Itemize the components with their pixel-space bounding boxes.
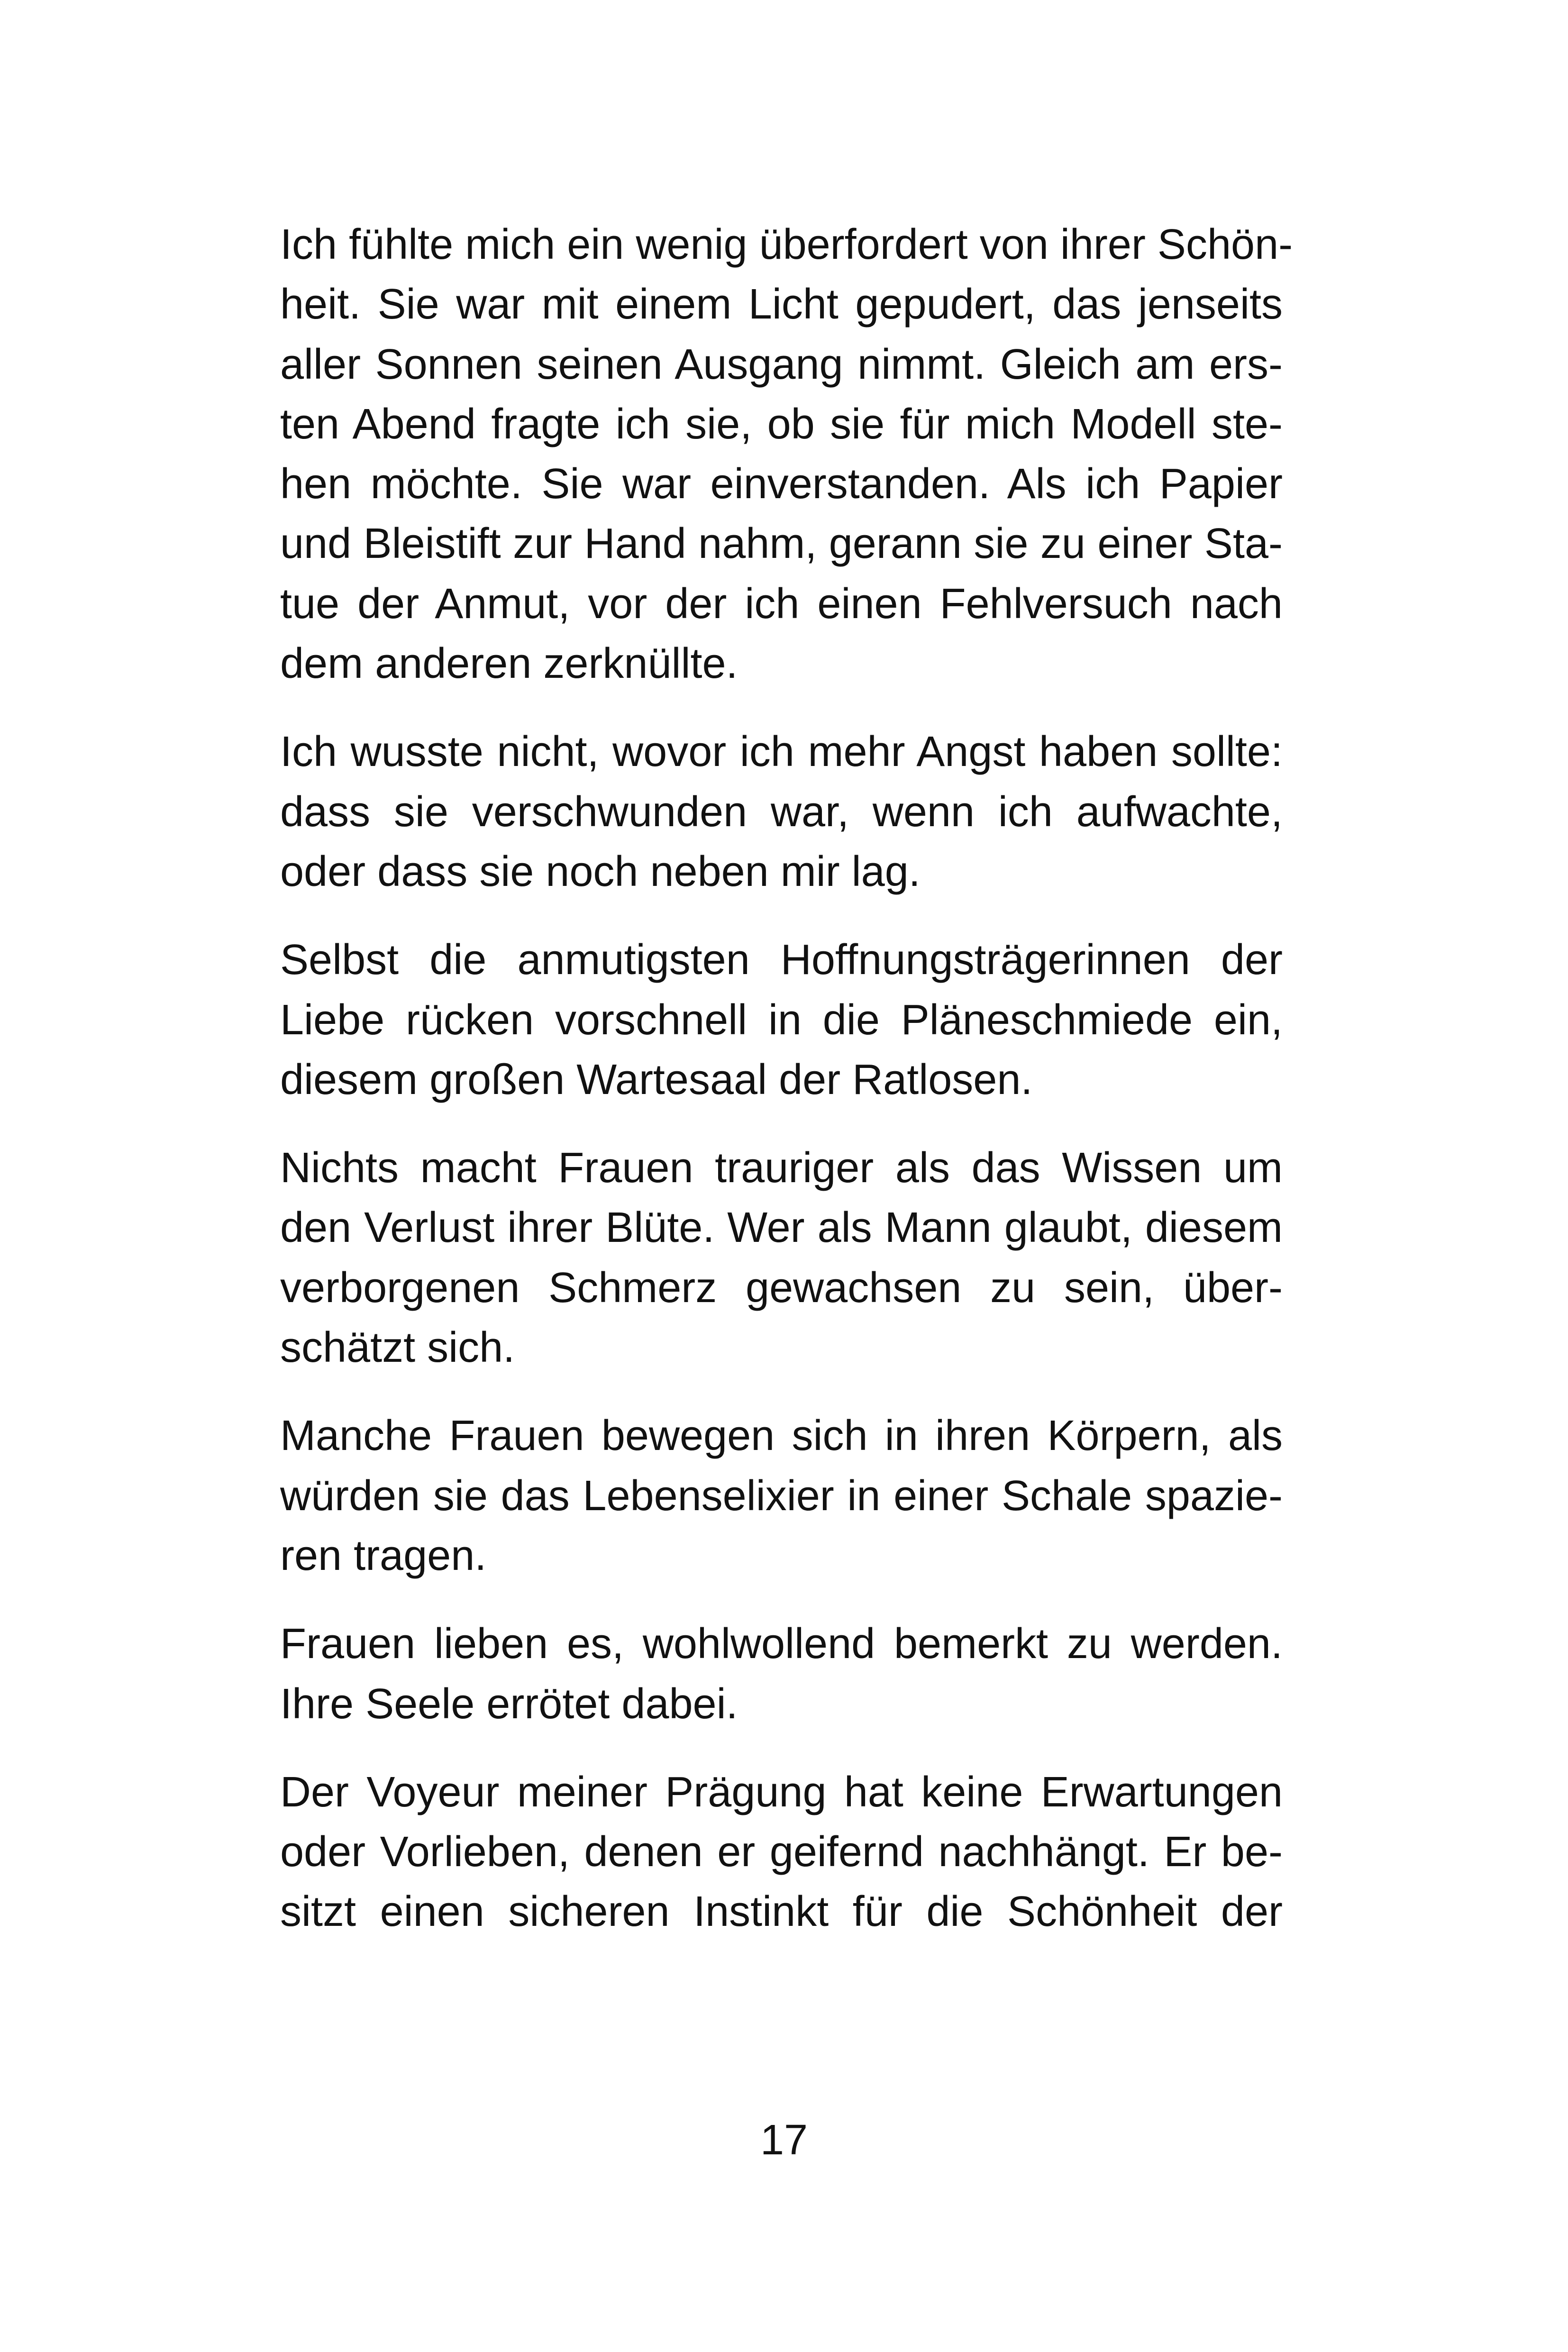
- paragraph: [280, 1138, 1283, 1377]
- text-line: sitzt einen sicheren Instinkt für die Schönheit der: [280, 1888, 1283, 1936]
- text-line: heit. Sie war mit einem Licht gepudert, das jenseits: [280, 281, 1283, 328]
- text-line: Manche Frauen bewegen sich in ihren Körpern, als: [280, 1412, 1283, 1460]
- text-line: oder Vorlieben, denen er geifernd nachhängt. Er be-: [280, 1828, 1283, 1876]
- text-line: und Bleistift zur Hand nahm, gerann sie zu einer Sta-: [280, 520, 1283, 568]
- text-line: Ich wusste nicht, wovor ich mehr Angst haben sollte:: [280, 728, 1283, 776]
- paragraph: [280, 215, 1293, 693]
- text-line: Ich fühlte mich ein wenig überfordert von ihrer Schön-: [280, 221, 1293, 268]
- text-line: aller Sonnen seinen Ausgang nimmt. Gleich am ers-: [280, 340, 1283, 388]
- page-number: 17: [760, 2116, 808, 2164]
- paragraph: [280, 1406, 1283, 1586]
- text-line: ren tragen.: [280, 1532, 487, 1579]
- text-line: Liebe rücken vorschnell in die Pläneschmiede ein,: [280, 996, 1283, 1044]
- text-line: oder dass sie noch neben mir lag.: [280, 848, 921, 895]
- text-line: hen möchte. Sie war einverstanden. Als ich Papier: [280, 460, 1283, 508]
- paragraph: [280, 930, 1283, 1110]
- text-line: tue der Anmut, vor der ich einen Fehlversuch nach: [280, 580, 1283, 628]
- text-line: schätzt sich.: [280, 1324, 515, 1372]
- text-line: verborgenen Schmerz gewachsen zu sein, über-: [280, 1264, 1283, 1312]
- text-line: Selbst die anmutigsten Hoffnungsträgerinnen der: [280, 936, 1283, 984]
- paragraph: [280, 1614, 1283, 1734]
- text-line: dem anderen zerknüllte.: [280, 640, 738, 688]
- paragraph: [280, 1762, 1283, 1942]
- text-line: Ihre Seele errötet dabei.: [280, 1680, 738, 1728]
- text-line: würden sie das Lebenselixier in einer Schale spazie-: [280, 1472, 1283, 1520]
- text-line: Nichts macht Frauen trauriger als das Wissen um: [280, 1144, 1283, 1192]
- text-line: dass sie verschwunden war, wenn ich aufwachte,: [280, 788, 1283, 836]
- text-line: ten Abend fragte ich sie, ob sie für mich Modell ste-: [280, 400, 1283, 448]
- body-text: [280, 215, 1293, 1970]
- text-line: diesem großen Wartesaal der Ratlosen.: [280, 1056, 1033, 1103]
- text-line: Der Voyeur meiner Prägung hat keine Erwartungen: [280, 1768, 1283, 1816]
- text-line: Frauen lieben es, wohlwollend bemerkt zu werden.: [280, 1620, 1283, 1668]
- paragraph: [280, 722, 1283, 902]
- text-line: den Verlust ihrer Blüte. Wer als Mann glaubt, diesem: [280, 1204, 1283, 1252]
